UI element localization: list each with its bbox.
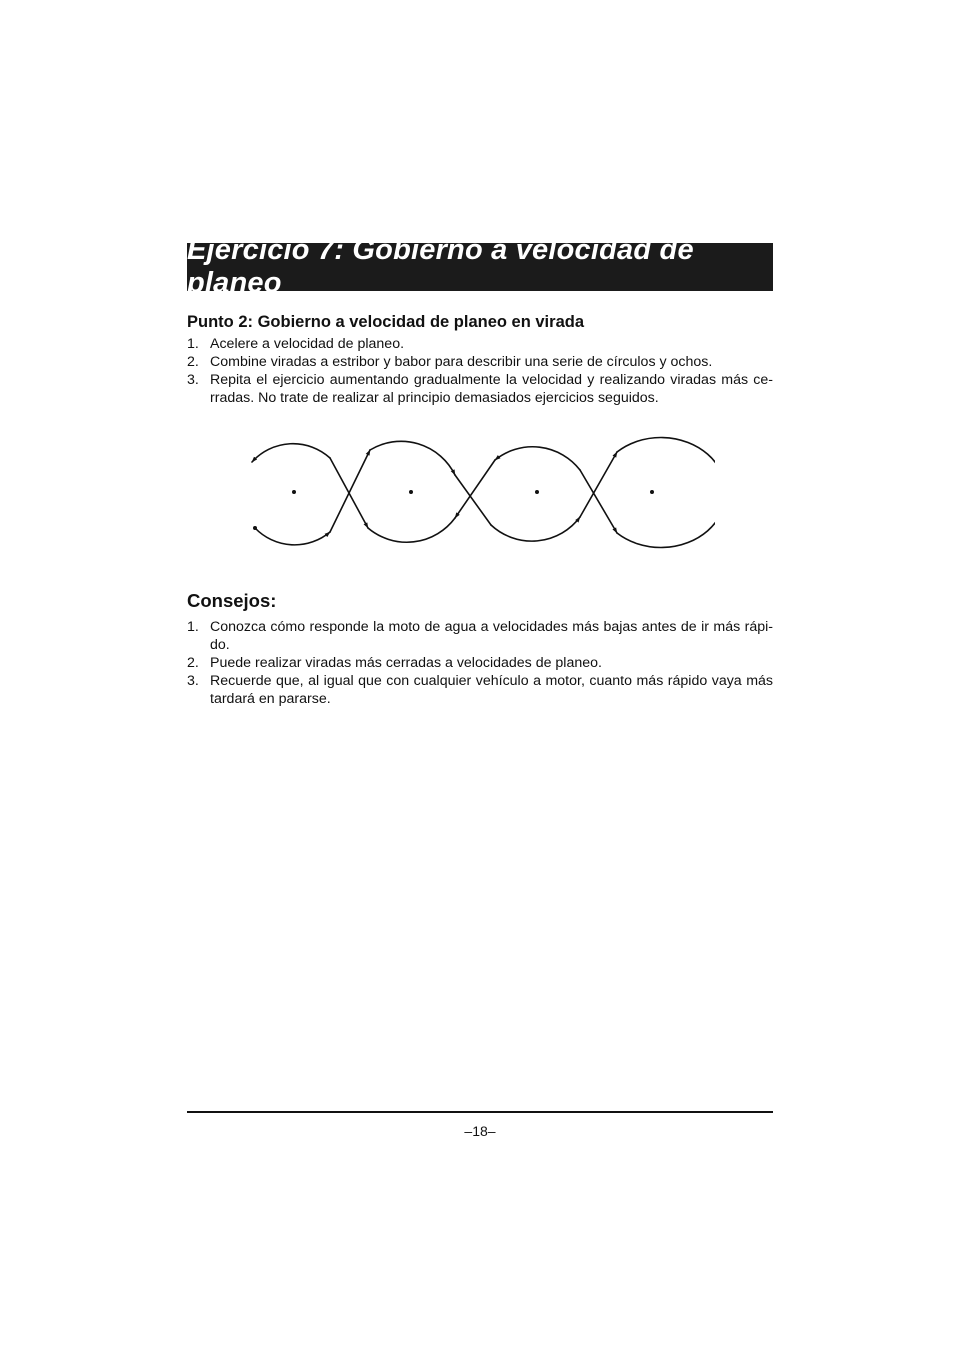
- path-arc-2-bottom: [368, 518, 455, 542]
- path-arc-2-top: [370, 441, 455, 475]
- section-tips: [187, 590, 773, 708]
- path-cross-1b: [330, 458, 368, 528]
- path-cross-2a: [455, 475, 491, 525]
- item-text: Puede realizar viradas más cerradas a velocidades de planeo.: [210, 655, 602, 671]
- item-number: 3.: [187, 372, 199, 388]
- chapter-title: Ejercicio 7: Gobierno a velocidad de planeo: [187, 234, 694, 299]
- center-point: [292, 490, 296, 494]
- section-title: Consejos:: [187, 590, 277, 611]
- path-arc-1-top: [252, 444, 330, 462]
- section-turning: [187, 313, 773, 407]
- list-item: [187, 353, 773, 371]
- item-number: 1.: [187, 336, 199, 352]
- path-arc-3-bottom: [491, 517, 580, 541]
- section-title: Punto 2: Gobierno a velocidad de planeo en virada: [187, 313, 584, 331]
- steps-list: [187, 335, 773, 407]
- center-point: [650, 490, 654, 494]
- footer-divider: [187, 1111, 773, 1113]
- item-text: Repita el ejercicio aumentando gradualmente la velocidad y realizando viradas más ce-rradas. No trate de realizar al principio demasiados ejercicios seguidos.: [210, 372, 773, 406]
- list-item: [187, 654, 773, 672]
- path-arc-3-top: [495, 447, 580, 470]
- list-item: [187, 371, 773, 407]
- item-number: 2.: [187, 655, 199, 671]
- list-item: [187, 335, 773, 353]
- item-number: 2.: [187, 354, 199, 370]
- item-text: Recuerde que, al igual que con cualquier vehículo a motor, cuanto más rápido vaya más tardará en pararse.: [210, 673, 773, 707]
- item-text: Combine viradas a estribor y babor para describir una serie de círculos y ochos.: [210, 354, 713, 370]
- path-cross-3b: [580, 470, 617, 533]
- path-arc-4: [617, 438, 715, 548]
- item-number: 3.: [187, 673, 199, 689]
- path-arc-1-bottom: [255, 528, 330, 545]
- center-point: [535, 490, 539, 494]
- path-cross-2b: [455, 460, 495, 518]
- item-number: 1.: [187, 619, 199, 635]
- list-item: [187, 672, 773, 708]
- list-item: [187, 618, 773, 654]
- page-number: –18–: [464, 1123, 496, 1139]
- path-cross-3a: [580, 452, 617, 517]
- tips-list: [187, 618, 773, 708]
- center-point: [409, 490, 413, 494]
- start-point: [253, 526, 257, 530]
- figure-eight-diagram: [245, 430, 715, 560]
- item-text: Conozca cómo responde la moto de agua a velocidades más bajas antes de ir más rápi-do.: [210, 619, 773, 653]
- chapter-banner: [187, 234, 773, 299]
- item-text: Acelere a velocidad de planeo.: [210, 336, 405, 352]
